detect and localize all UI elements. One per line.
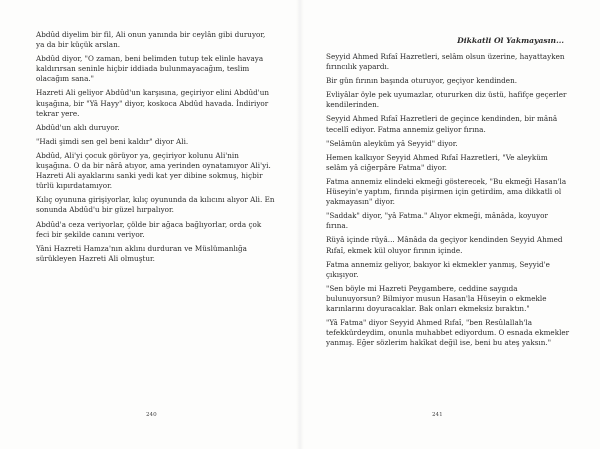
paragraph: "Saddak" diyor, "yâ Fatma." Alıyor ekmeği, mânâda, koyuyor fırına. xyxy=(326,211,548,231)
paragraph: Abdûd, Ali'yi çocuk görüyor ya, geçiriyor kolunu Ali'nin kuşağına. O da bir nârâ atıyor, ama yerinden oynatamıyor Ali'yi. Hazreti Ali ayaklarını sanki yedi kat yer dibine sokmuş, hiçbir türlü kıpırdatamıyor. xyxy=(36,150,271,191)
page-number: 241 xyxy=(432,412,443,418)
paragraph: "Selâmün aleyküm yâ Seyyid" diyor. xyxy=(326,138,458,148)
page-number: 240 xyxy=(146,412,157,418)
paragraph: Abdûd diyor, "O zaman, beni belimden tutup tek elinle havaya kaldırırsan seninle hiçbir iddiada bulunmayacağım, teslim olacağım sana." xyxy=(36,54,264,84)
paragraph: Bir gün fırının başında oturuyor, geçiyor kendinden. xyxy=(326,76,518,86)
paragraph: Fatma annemiz geliyor, bakıyor ki ekmekler yanmış, Seyyid'e çıkışıyor. xyxy=(326,259,550,279)
paragraph: Abdûd'a ceza veriyorlar, çölde bir ağaca bağlıyorlar, orda çok feci bir şekilde canını veriyor. xyxy=(36,219,262,239)
running-head: Dikkatli Ol Yakmayasın... xyxy=(457,36,564,45)
paragraph: Abdûd diyelim bir fil, Ali onun yanında bir ceylân gibi duruyor, ya da bir küçük arslan. xyxy=(36,30,266,50)
paragraph: "Sen böyle mi Hazreti Peygambere, ceddine saygıda bulunuyorsun? Bilmiyor musun Hasan'la Hüseyin o ekmekle karınlarını doyuracaklar. Bak onları ekmeksiz bıraktın." xyxy=(326,283,547,313)
paragraph: Kılıç oyununa girişiyorlar, kılıç oyununda da kılıcını alıyor Ali. En sonunda Abdûd'u bir güzel hırpalıyor. xyxy=(36,195,275,215)
paragraph: Abdûd'un aklı duruyor. xyxy=(36,122,120,132)
paragraph: "Yâ Fatma" diyor Seyyid Ahmed Rıfaî, "ben Resûlallah'la tefekkürdeydim, onunla muhabbet ediyordum. O esnada ekmekler yanmış. Eğer sözlerim hakîkat değil ise, beni bu ateş yaksın." xyxy=(326,318,570,348)
paragraph: Seyyid Ahmed Rıfaî Hazretleri de geçince kendinden, bir mânâ tecellî ediyor. Fatma annemiz geliyor fırına. xyxy=(326,114,558,134)
left-page-text xyxy=(36,30,276,268)
right-page-text xyxy=(326,52,570,352)
right-page xyxy=(300,0,600,449)
paragraph: Hazreti Ali geliyor Abdûd'un karşısına, geçiriyor elini Abdûd'un kuşağına, bir "Yâ Hayy" diyor, koskoca Abdûd havada. İndiriyor tekrar yere. xyxy=(36,88,270,118)
paragraph: Seyyid Ahmed Rıfaî Hazretleri, selâm olsun üzerine, hayattayken fırıncılık yapardı. xyxy=(326,52,565,72)
paragraph: "Hadi şimdi sen gel beni kaldır" diyor Ali. xyxy=(36,136,189,146)
paragraph: Rüyâ içinde rüyâ... Mânâda da geçiyor kendinden Seyyid Ahmed Rıfaî, ekmek kül oluyor fırının içinde. xyxy=(326,235,563,255)
paragraph: Evliyâlar öyle pek uyumazlar, otururken diz üstü, hafifçe geçerler kendilerinden. xyxy=(326,90,567,110)
paragraph: Fatma annemiz elindeki ekmeği gösterecek, "Bu ekmeği Hasan'la Hüseyin'e yaptım, fırında pişirmen için getirdim, ama dikkatli ol yakmayasın" diyor. xyxy=(326,176,567,207)
paragraph: Hemen kalkıyor Seyyid Ahmed Rıfaî Hazretleri, "Ve aleyküm selâm yâ ciğerpâre Fatma" diyor. xyxy=(326,152,548,172)
paragraph: Yâni Hazreti Hamza'nın aklını durduran ve Müslümanlığa sürükleyen Hazreti Ali olmuştur. xyxy=(36,243,247,263)
